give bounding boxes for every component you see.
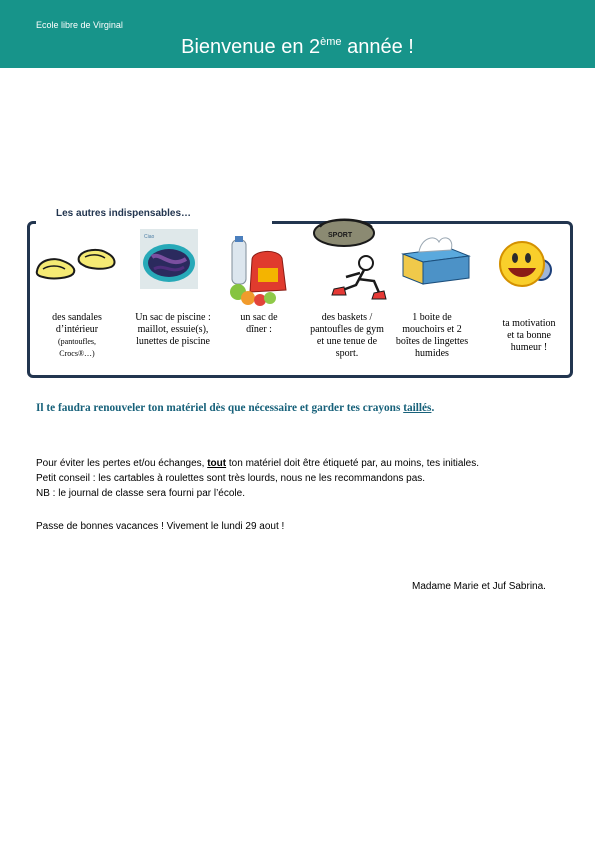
holiday-wish: Passe de bonnes vacances ! Vivement le lundi 29 aout ! <box>36 521 285 532</box>
renew-text: Il te faudra renouveler ton matériel dès que nécessaire et garder tes crayons <box>36 402 404 414</box>
note-line-labels <box>36 457 479 472</box>
signature: Madame Marie et Juf Sabrina. <box>412 581 546 592</box>
page-title <box>0 36 595 59</box>
item-note: (pantoufles, <box>58 337 96 346</box>
item-line: ta motivation <box>502 318 556 329</box>
item-line: 1 boite de <box>412 312 452 323</box>
item-line: maillot, essuie(s), <box>137 324 209 335</box>
item-line: Un sac de piscine : <box>135 312 211 323</box>
item-line: sport. <box>335 348 359 359</box>
title-prefix: Bienvenue en 2 <box>181 36 321 58</box>
school-name: Ecole libre de Virginal <box>36 20 123 30</box>
svg-text:SPORT: SPORT <box>328 232 353 239</box>
svg-text:Ciao: Ciao <box>144 234 155 240</box>
sports-shoes-icon <box>312 211 388 307</box>
note-text: ton matériel doit être étiqueté par, au moins, tes initiales. <box>226 458 480 469</box>
renew-note <box>36 402 434 414</box>
lunch-bag-icon <box>226 236 296 308</box>
title-suffix: année ! <box>341 36 414 58</box>
item-line: et ta bonne <box>507 330 551 341</box>
item-note: Crocs®…) <box>59 349 95 358</box>
supply-item-tissues <box>382 312 482 360</box>
item-line: des sandales <box>52 312 102 323</box>
title-superscript: ème <box>320 36 342 48</box>
item-line: humides <box>415 348 449 359</box>
item-line: d’intérieur <box>55 324 99 335</box>
item-line: mouchoirs et 2 <box>402 324 462 335</box>
note-line-diary: NB : le journal de classe sera fourni par l’école. <box>36 488 245 499</box>
renew-end: . <box>431 402 435 414</box>
item-line: un sac de <box>240 312 278 323</box>
slippers-icon <box>33 245 119 285</box>
tissue-box-icon <box>399 232 471 286</box>
item-line: lunettes de piscine <box>136 336 210 347</box>
header-banner <box>0 0 595 68</box>
renew-underlined: taillés <box>403 402 432 414</box>
supply-item-lunch-bag <box>228 312 290 336</box>
supply-item-swim-bag <box>124 312 222 348</box>
item-line: dîner : <box>246 324 272 335</box>
item-line: des baskets / <box>321 312 373 323</box>
note-text: Pour éviter les pertes et/ou échanges, <box>36 458 208 469</box>
item-line: et une tenue de <box>316 336 378 347</box>
note-emphasis: tout <box>207 458 227 469</box>
swim-bag-icon <box>140 229 198 289</box>
item-line: pantoufles de gym <box>310 324 384 335</box>
item-line: boîtes de lingettes <box>395 336 469 347</box>
supplies-heading: Les autres indispensables… <box>56 208 192 219</box>
smiley-icon <box>496 236 552 294</box>
supply-item-slippers <box>36 312 118 360</box>
note-line-advice: Petit conseil : les cartables à roulettes sont très lourds, nous ne les recommandons pas. <box>36 473 426 484</box>
supply-item-motivation <box>484 318 574 354</box>
item-line: humeur ! <box>510 342 548 353</box>
